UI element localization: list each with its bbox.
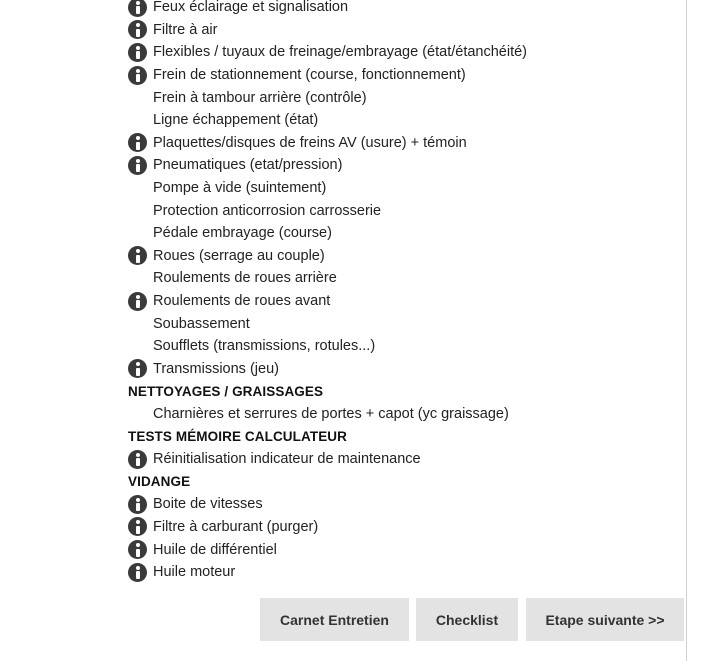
checklist-item-label: Réinitialisation indicateur de maintenance (153, 451, 421, 468)
section-heading: VIDANGE (128, 474, 191, 490)
icon-slot (128, 290, 153, 312)
checklist-item-label: Huile de différentiel (153, 541, 277, 558)
info-icon[interactable] (128, 66, 147, 85)
checklist-item (128, 561, 683, 584)
checklist-list (128, 0, 683, 583)
checklist-item-label: Soufflets (transmissions, rotules...) (153, 338, 376, 355)
checklist-item-label: Filtre à air (153, 21, 218, 38)
icon-slot (128, 561, 153, 583)
checklist-item-label: Huile moteur (153, 564, 236, 581)
checklist-item (128, 109, 683, 132)
checklist-item (128, 448, 683, 471)
icon-slot (128, 109, 153, 131)
icon-slot (128, 335, 153, 357)
icon-slot (128, 64, 153, 86)
icon-slot (128, 403, 153, 425)
info-icon[interactable] (128, 20, 147, 39)
icon-slot (128, 245, 153, 267)
section-heading: TESTS MÉMOIRE CALCULATEUR (128, 429, 347, 445)
checklist-item-label: Charnières et serrures de portes + capot (yc graissage) (153, 405, 509, 422)
carnet-entretien-button[interactable]: Carnet Entretien (260, 598, 409, 641)
info-icon[interactable] (128, 517, 147, 536)
checklist-item-label: Feux éclairage et signalisation (153, 0, 349, 16)
section-heading: NETTOYAGES / GRAISSAGES (128, 383, 324, 399)
icon-slot (128, 358, 153, 380)
icon-slot (128, 19, 153, 41)
checklist-item-label: Soubassement (153, 315, 250, 332)
checklist-button[interactable]: Checklist (416, 598, 518, 641)
icon-slot (128, 154, 153, 176)
checklist-item-label: Frein à tambour arrière (contrôle) (153, 89, 367, 106)
checklist-item (128, 403, 683, 426)
info-icon[interactable] (128, 540, 147, 559)
info-icon[interactable] (128, 292, 147, 311)
checklist-item (128, 245, 683, 268)
icon-slot (128, 267, 153, 289)
info-icon[interactable] (128, 495, 147, 514)
info-icon[interactable] (128, 246, 147, 265)
icon-slot (128, 41, 153, 63)
info-icon[interactable] (128, 0, 147, 17)
checklist-item (128, 493, 683, 516)
checklist-item-label: Pneumatiques (etat/pression) (153, 157, 343, 174)
icon-slot (128, 313, 153, 335)
icon-slot (128, 493, 153, 515)
checklist-item-label: Transmissions (jeu) (153, 360, 279, 377)
checklist-item-label: Flexibles / tuyaux de freinage/embrayage (état/étanchéité) (153, 44, 527, 61)
icon-slot (128, 0, 153, 18)
icon-slot (128, 177, 153, 199)
checklist-item (128, 41, 683, 64)
info-icon[interactable] (128, 359, 147, 378)
checklist-item (128, 132, 683, 155)
checklist-item (128, 222, 683, 245)
info-icon[interactable] (128, 563, 147, 582)
icon-slot (128, 200, 153, 222)
checklist-item (128, 154, 683, 177)
checklist-item-label: Filtre à carburant (purger) (153, 518, 319, 535)
info-icon[interactable] (128, 450, 147, 469)
checklist-item-label: Roues (serrage au couple) (153, 247, 325, 264)
info-icon[interactable] (128, 43, 147, 62)
checklist-item (128, 538, 683, 561)
checklist-item-label: Boite de vitesses (153, 496, 263, 513)
checklist-item-label: Frein de stationnement (course, fonctionnement) (153, 67, 466, 84)
checklist-item (128, 516, 683, 539)
checklist-item (128, 312, 683, 335)
checklist-item (128, 358, 683, 381)
icon-slot (128, 516, 153, 538)
checklist-item (128, 177, 683, 200)
checklist-item (128, 64, 683, 87)
checklist-item (128, 86, 683, 109)
info-icon[interactable] (128, 133, 147, 152)
icon-slot (128, 448, 153, 470)
next-step-button[interactable]: Etape suivante >> (526, 598, 684, 641)
checklist-item-label: Roulements de roues arrière (153, 270, 337, 287)
icon-slot (128, 132, 153, 154)
checklist-item-label: Pédale embrayage (course) (153, 225, 332, 242)
checklist-item-label: Protection anticorrosion carrosserie (153, 202, 382, 219)
info-icon[interactable] (128, 156, 147, 175)
checklist-item (128, 0, 683, 19)
checklist-item (128, 199, 683, 222)
checklist-item-label: Pompe à vide (suintement) (153, 180, 327, 197)
icon-slot (128, 222, 153, 244)
checklist-item (128, 335, 683, 358)
checklist-item-label: Ligne échappement (état) (153, 112, 319, 129)
checklist-item (128, 267, 683, 290)
checklist-item (128, 290, 683, 313)
checklist-item (128, 19, 683, 42)
icon-slot (128, 539, 153, 561)
checklist-item-label: Roulements de roues avant (153, 293, 331, 310)
icon-slot (128, 87, 153, 109)
checklist-item-label: Plaquettes/disques de freins AV (usure) + témoin (153, 134, 467, 151)
